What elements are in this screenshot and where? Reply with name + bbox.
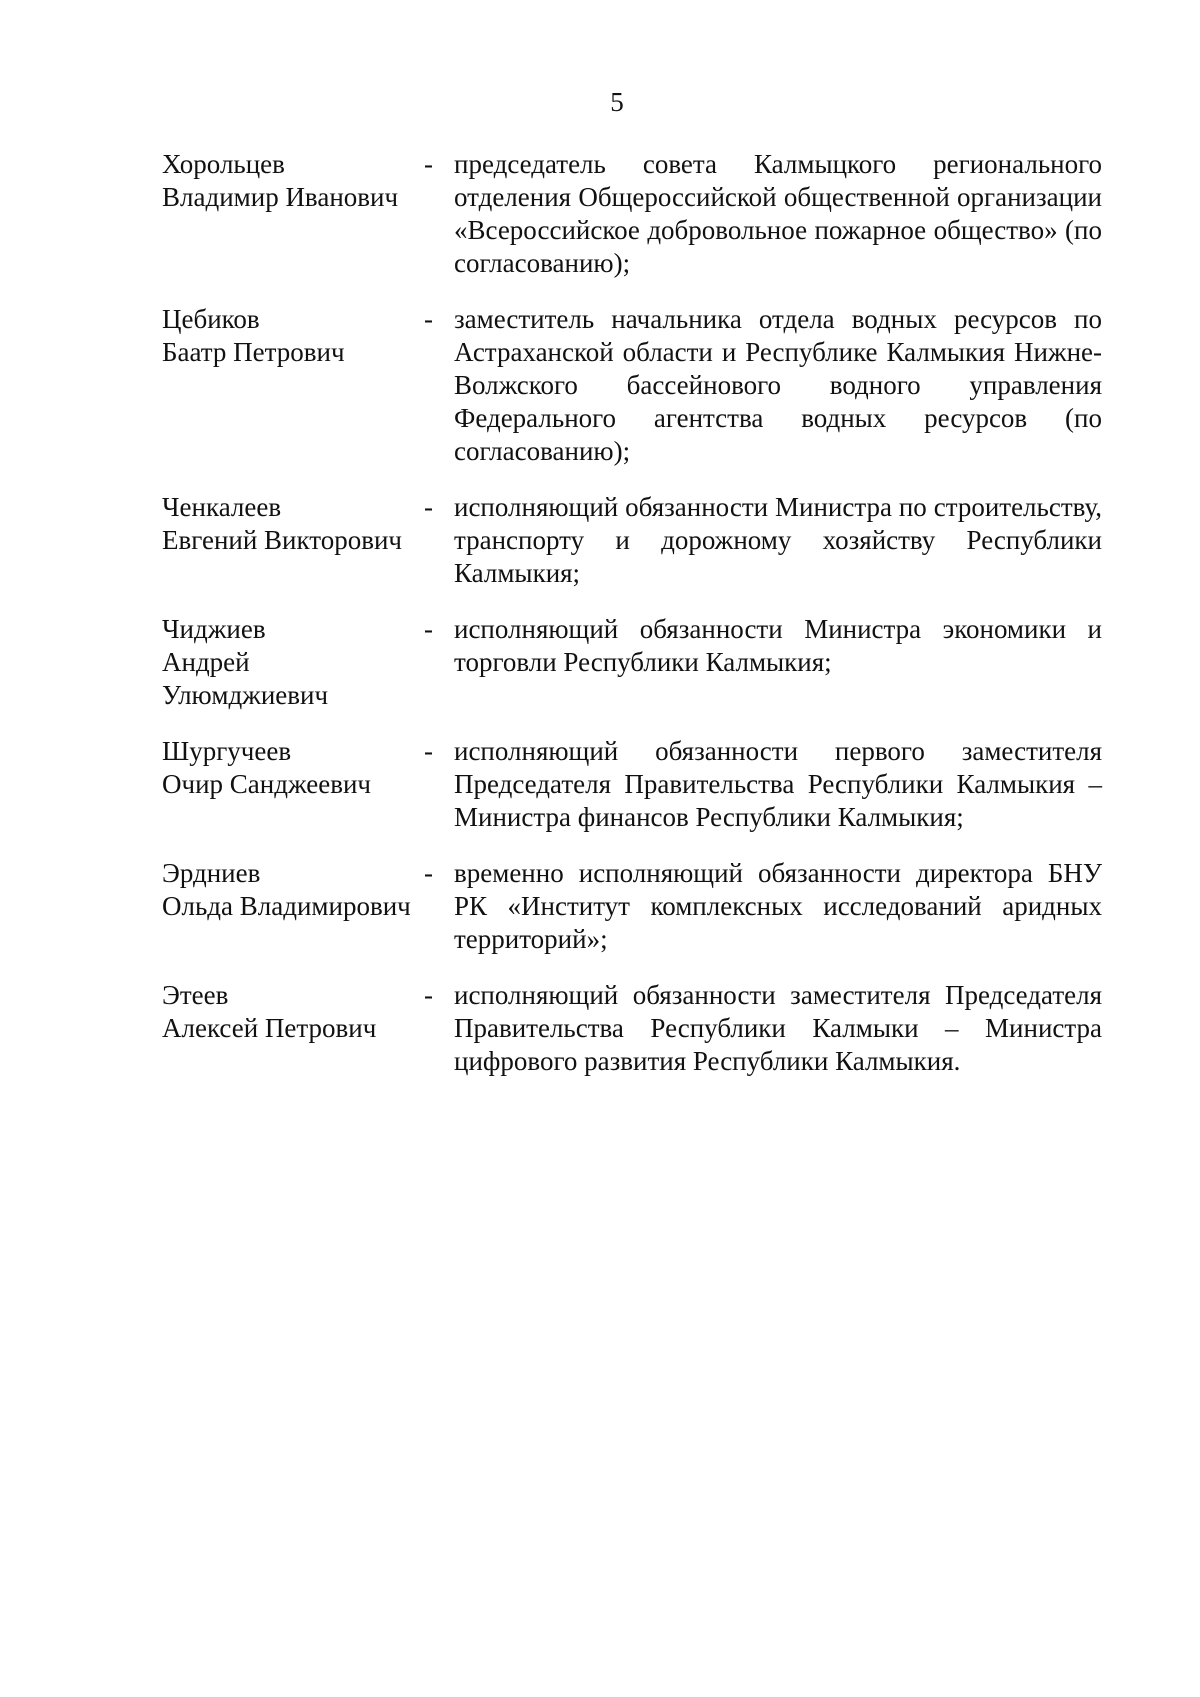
member-name bbox=[162, 303, 424, 369]
member-name bbox=[162, 979, 424, 1045]
member-dash: - bbox=[424, 980, 433, 1010]
member-dash: - bbox=[424, 149, 433, 179]
member-name bbox=[162, 491, 424, 557]
member-name bbox=[162, 857, 424, 923]
member-patronymic: Улюмджиевич bbox=[162, 680, 329, 710]
list-item bbox=[162, 857, 1102, 956]
member-role: заместитель начальника отдела водных ресурсов по Астраханской области и Республике Калмыкия Нижне-Волжского бассейнового водного управления Федерального агентства водных ресурсов (по согласованию); bbox=[454, 304, 1102, 466]
member-dash: - bbox=[424, 614, 433, 644]
member-dash: - bbox=[424, 858, 433, 888]
page-number: 5 bbox=[610, 87, 624, 117]
member-role: исполняющий обязанности заместителя Председателя Правительства Республики Калмыки – Министра цифрового развития Республики Калмыкия. bbox=[454, 980, 1102, 1076]
member-surname: Хорольцев bbox=[162, 149, 285, 179]
member-role: временно исполняющий обязанности директора БНУ РК «Институт комплексных исследований аридных территорий»; bbox=[454, 858, 1102, 954]
member-given-names: Евгений Викторович bbox=[162, 525, 402, 555]
member-surname: Ченкалеев bbox=[162, 492, 282, 522]
member-role: исполняющий обязанности Министра экономики и торговли Республики Калмыкия; bbox=[454, 614, 1102, 677]
member-role: председатель совета Калмыцкого регионального отделения Общероссийской общественной организации «Всероссийское добровольное пожарное общество» (по согласованию); bbox=[454, 149, 1102, 278]
member-dash: - bbox=[424, 304, 433, 334]
member-given-names: Баатр Петрович bbox=[162, 337, 345, 367]
list-item bbox=[162, 303, 1102, 468]
member-list bbox=[162, 148, 1102, 1101]
member-given-names: Алексей Петрович bbox=[162, 1013, 377, 1043]
member-given-names: Владимир Иванович bbox=[162, 182, 399, 212]
member-name bbox=[162, 148, 424, 214]
member-name bbox=[162, 613, 424, 712]
member-given-names: Ольда Владимирович bbox=[162, 891, 411, 921]
member-surname: Чиджиев bbox=[162, 614, 266, 644]
member-role: исполняющий обязанности первого заместителя Председателя Правительства Республики Калмыкия – Министра финансов Республики Калмыкия; bbox=[454, 736, 1102, 832]
member-dash: - bbox=[424, 492, 433, 522]
list-item bbox=[162, 735, 1102, 834]
member-surname: Этеев bbox=[162, 980, 229, 1010]
list-item bbox=[162, 979, 1102, 1078]
member-given-names: Андрей bbox=[162, 647, 250, 677]
list-item bbox=[162, 491, 1102, 590]
member-surname: Эрдниев bbox=[162, 858, 261, 888]
member-surname: Цебиков bbox=[162, 304, 260, 334]
member-name bbox=[162, 735, 424, 801]
member-dash: - bbox=[424, 736, 433, 766]
list-item bbox=[162, 148, 1102, 280]
member-surname: Шургучеев bbox=[162, 736, 292, 766]
member-role: исполняющий обязанности Министра по строительству, транспорту и дорожному хозяйству Республики Калмыкия; bbox=[454, 492, 1102, 588]
member-given-names: Очир Санджеевич bbox=[162, 769, 371, 799]
list-item bbox=[162, 613, 1102, 712]
